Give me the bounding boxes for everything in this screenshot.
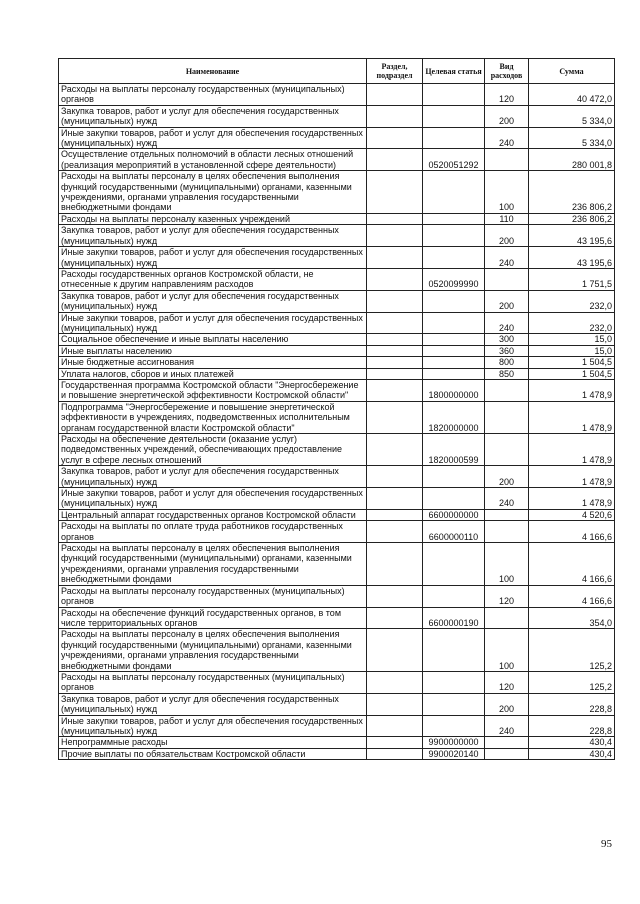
cell-type: 800	[485, 357, 529, 368]
cell-target	[423, 290, 485, 312]
cell-type	[485, 149, 529, 171]
table-row	[59, 225, 615, 247]
cell-sum: 236 806,2	[529, 171, 615, 214]
cell-section	[367, 379, 423, 401]
cell-name: Иные бюджетные ассигнования	[59, 357, 367, 368]
table-row	[59, 105, 615, 127]
cell-name: Закупка товаров, работ и услуг для обеспечения государственных (муниципальных) нужд	[59, 693, 367, 715]
cell-section	[367, 748, 423, 759]
cell-name: Иные закупки товаров, работ и услуг для обеспечения государственных (муниципальных) нужд	[59, 715, 367, 737]
cell-name: Расходы на выплаты персоналу в целях обеспечения выполнения функций государственными (муниципальными) органами, казенными учреждениями, органами управления государственными внебюджетными фондами	[59, 171, 367, 214]
cell-target	[423, 671, 485, 693]
cell-sum: 232,0	[529, 312, 615, 334]
cell-section	[367, 715, 423, 737]
table-row	[59, 693, 615, 715]
cell-target: 1800000000	[423, 379, 485, 401]
cell-name: Расходы на выплаты персоналу в целях обеспечения выполнения функций государственными (муниципальными) органами, казенными учреждениями, органами управления государственными внебюджетными фондами	[59, 629, 367, 672]
cell-type: 120	[485, 671, 529, 693]
cell-target: 9900000000	[423, 737, 485, 748]
cell-type	[485, 401, 529, 433]
cell-name: Иные закупки товаров, работ и услуг для обеспечения государственных (муниципальных) нужд	[59, 127, 367, 149]
cell-name: Расходы на обеспечение деятельности (оказание услуг) подведомственных учреждений, обеспечивающих предоставление услуг в сфере лесных отношений	[59, 434, 367, 466]
cell-name: Государственная программа Костромской области "Энергосбережение и повышение энергетической эффективности Костромской области"	[59, 379, 367, 401]
table-row	[59, 629, 615, 672]
cell-name: Расходы государственных органов Костромской области, не отнесенные к другим направлениям расходов	[59, 268, 367, 290]
cell-type: 200	[485, 105, 529, 127]
cell-name: Расходы на выплаты персоналу казенных учреждений	[59, 213, 367, 224]
table-header-row	[59, 59, 615, 84]
cell-type: 120	[485, 585, 529, 607]
cell-target	[423, 543, 485, 586]
cell-target: 0520099990	[423, 268, 485, 290]
header-sum: Сумма	[529, 59, 615, 84]
cell-section	[367, 693, 423, 715]
cell-section	[367, 127, 423, 149]
cell-name: Иные закупки товаров, работ и услуг для обеспечения государственных (муниципальных) нужд	[59, 312, 367, 334]
cell-type: 240	[485, 312, 529, 334]
table-row	[59, 543, 615, 586]
cell-section	[367, 509, 423, 520]
cell-sum: 43 195,6	[529, 247, 615, 269]
cell-type: 240	[485, 127, 529, 149]
header-type: Вид расходов	[485, 59, 529, 84]
cell-target: 9900020140	[423, 748, 485, 759]
table-row	[59, 715, 615, 737]
cell-section	[367, 171, 423, 214]
page-number: 95	[601, 838, 612, 850]
table-row	[59, 401, 615, 433]
cell-sum: 1 751,5	[529, 268, 615, 290]
table-row	[59, 84, 615, 106]
cell-type	[485, 737, 529, 748]
cell-target	[423, 225, 485, 247]
cell-sum: 228,8	[529, 715, 615, 737]
cell-name: Центральный аппарат государственных органов Костромской области	[59, 509, 367, 520]
cell-sum: 1 478,9	[529, 434, 615, 466]
cell-sum: 354,0	[529, 607, 615, 629]
budget-table	[58, 58, 615, 760]
cell-sum: 43 195,6	[529, 225, 615, 247]
table-row	[59, 171, 615, 214]
cell-section	[367, 247, 423, 269]
cell-name: Закупка товаров, работ и услуг для обеспечения государственных (муниципальных) нужд	[59, 290, 367, 312]
cell-section	[367, 345, 423, 356]
cell-target	[423, 171, 485, 214]
cell-target	[423, 368, 485, 379]
budget-table-sheet	[58, 58, 614, 760]
cell-name: Расходы на выплаты персоналу государственных (муниципальных) органов	[59, 671, 367, 693]
table-row	[59, 607, 615, 629]
cell-target	[423, 247, 485, 269]
cell-target	[423, 105, 485, 127]
cell-type: 100	[485, 629, 529, 672]
cell-section	[367, 368, 423, 379]
cell-target	[423, 466, 485, 488]
table-row	[59, 379, 615, 401]
table-row	[59, 521, 615, 543]
cell-section	[367, 434, 423, 466]
table-row	[59, 357, 615, 368]
header-section: Раздел, подраздел	[367, 59, 423, 84]
cell-section	[367, 671, 423, 693]
cell-section	[367, 268, 423, 290]
table-row	[59, 466, 615, 488]
cell-sum: 1 504,5	[529, 368, 615, 379]
table-row	[59, 149, 615, 171]
cell-section	[367, 521, 423, 543]
cell-target: 6600000110	[423, 521, 485, 543]
cell-target	[423, 312, 485, 334]
table-row	[59, 247, 615, 269]
cell-sum: 280 001,8	[529, 149, 615, 171]
cell-sum: 232,0	[529, 290, 615, 312]
cell-type: 850	[485, 368, 529, 379]
cell-target	[423, 488, 485, 510]
cell-name: Закупка товаров, работ и услуг для обеспечения государственных (муниципальных) нужд	[59, 466, 367, 488]
cell-section	[367, 105, 423, 127]
cell-name: Расходы на выплаты персоналу в целях обеспечения выполнения функций государственными (муниципальными) органами, казенными учреждениями, органами управления государственными внебюджетными фондами	[59, 543, 367, 586]
cell-target	[423, 127, 485, 149]
cell-target	[423, 585, 485, 607]
cell-target: 1820000599	[423, 434, 485, 466]
cell-type	[485, 379, 529, 401]
cell-target: 1820000000	[423, 401, 485, 433]
cell-section	[367, 290, 423, 312]
table-row	[59, 488, 615, 510]
cell-sum: 430,4	[529, 748, 615, 759]
cell-target	[423, 357, 485, 368]
cell-target	[423, 715, 485, 737]
cell-target: 6600000190	[423, 607, 485, 629]
cell-section	[367, 585, 423, 607]
cell-sum: 1 478,9	[529, 488, 615, 510]
cell-section	[367, 312, 423, 334]
cell-type: 240	[485, 247, 529, 269]
table-row	[59, 334, 615, 345]
cell-target	[423, 334, 485, 345]
cell-name: Иные выплаты населению	[59, 345, 367, 356]
cell-name: Расходы на выплаты персоналу государственных (муниципальных) органов	[59, 585, 367, 607]
cell-name: Закупка товаров, работ и услуг для обеспечения государственных (муниципальных) нужд	[59, 225, 367, 247]
table-row	[59, 268, 615, 290]
cell-section	[367, 607, 423, 629]
cell-target	[423, 84, 485, 106]
cell-name: Расходы на обеспечение функций государственных органов, в том числе территориальных органов	[59, 607, 367, 629]
table-row	[59, 585, 615, 607]
cell-sum: 4 520,6	[529, 509, 615, 520]
cell-sum: 4 166,6	[529, 521, 615, 543]
table-body	[59, 84, 615, 760]
table-row	[59, 345, 615, 356]
cell-sum: 1 478,9	[529, 379, 615, 401]
cell-name: Осуществление отдельных полномочий в области лесных отношений (реализация мероприятий в установленной сфере деятельности)	[59, 149, 367, 171]
cell-type: 100	[485, 171, 529, 214]
table-row	[59, 127, 615, 149]
table-row	[59, 509, 615, 520]
cell-sum: 15,0	[529, 345, 615, 356]
cell-section	[367, 225, 423, 247]
cell-sum: 1 478,9	[529, 466, 615, 488]
cell-type: 360	[485, 345, 529, 356]
cell-section	[367, 543, 423, 586]
cell-sum: 5 334,0	[529, 127, 615, 149]
table-row	[59, 671, 615, 693]
cell-sum: 228,8	[529, 693, 615, 715]
cell-section	[367, 488, 423, 510]
cell-type	[485, 268, 529, 290]
cell-sum: 236 806,2	[529, 213, 615, 224]
cell-type	[485, 748, 529, 759]
cell-name: Социальное обеспечение и иные выплаты населению	[59, 334, 367, 345]
cell-name: Непрограммные расходы	[59, 737, 367, 748]
cell-target	[423, 629, 485, 672]
cell-name: Расходы на выплаты персоналу государственных (муниципальных) органов	[59, 84, 367, 106]
table-row	[59, 368, 615, 379]
cell-name: Закупка товаров, работ и услуг для обеспечения государственных (муниципальных) нужд	[59, 105, 367, 127]
cell-name: Уплата налогов, сборов и иных платежей	[59, 368, 367, 379]
cell-sum: 5 334,0	[529, 105, 615, 127]
cell-type	[485, 509, 529, 520]
cell-type: 240	[485, 488, 529, 510]
cell-type: 110	[485, 213, 529, 224]
cell-type: 200	[485, 290, 529, 312]
cell-target	[423, 693, 485, 715]
cell-target	[423, 213, 485, 224]
cell-sum: 125,2	[529, 629, 615, 672]
cell-type: 200	[485, 225, 529, 247]
cell-type: 200	[485, 693, 529, 715]
table-row	[59, 312, 615, 334]
cell-name: Прочие выплаты по обязательствам Костромской области	[59, 748, 367, 759]
cell-section	[367, 149, 423, 171]
cell-sum: 1 504,5	[529, 357, 615, 368]
cell-sum: 4 166,6	[529, 585, 615, 607]
cell-sum: 430,4	[529, 737, 615, 748]
cell-target: 6600000000	[423, 509, 485, 520]
cell-name: Иные закупки товаров, работ и услуг для обеспечения государственных (муниципальных) нужд	[59, 247, 367, 269]
cell-section	[367, 357, 423, 368]
cell-sum: 1 478,9	[529, 401, 615, 433]
cell-sum: 4 166,6	[529, 543, 615, 586]
cell-type: 240	[485, 715, 529, 737]
cell-type: 120	[485, 84, 529, 106]
table-row	[59, 213, 615, 224]
cell-name: Расходы на выплаты по оплате труда работников государственных органов	[59, 521, 367, 543]
cell-section	[367, 84, 423, 106]
cell-name: Подпрограмма "Энергосбережение и повышение энергетической эффективности в учреждениях, подведомственных исполнительным органам государственной власти Костромской области"	[59, 401, 367, 433]
cell-section	[367, 213, 423, 224]
cell-type	[485, 607, 529, 629]
cell-type	[485, 521, 529, 543]
cell-section	[367, 737, 423, 748]
cell-section	[367, 401, 423, 433]
table-row	[59, 737, 615, 748]
cell-type: 100	[485, 543, 529, 586]
cell-type: 300	[485, 334, 529, 345]
cell-name: Иные закупки товаров, работ и услуг для обеспечения государственных (муниципальных) нужд	[59, 488, 367, 510]
header-target: Целевая статья	[423, 59, 485, 84]
table-row	[59, 434, 615, 466]
cell-sum: 40 472,0	[529, 84, 615, 106]
cell-type	[485, 434, 529, 466]
cell-target: 0520051292	[423, 149, 485, 171]
table-row	[59, 748, 615, 759]
header-name: Наименование	[59, 59, 367, 84]
table-row	[59, 290, 615, 312]
cell-sum: 125,2	[529, 671, 615, 693]
cell-type: 200	[485, 466, 529, 488]
cell-section	[367, 629, 423, 672]
cell-target	[423, 345, 485, 356]
cell-section	[367, 466, 423, 488]
cell-sum: 15,0	[529, 334, 615, 345]
cell-section	[367, 334, 423, 345]
